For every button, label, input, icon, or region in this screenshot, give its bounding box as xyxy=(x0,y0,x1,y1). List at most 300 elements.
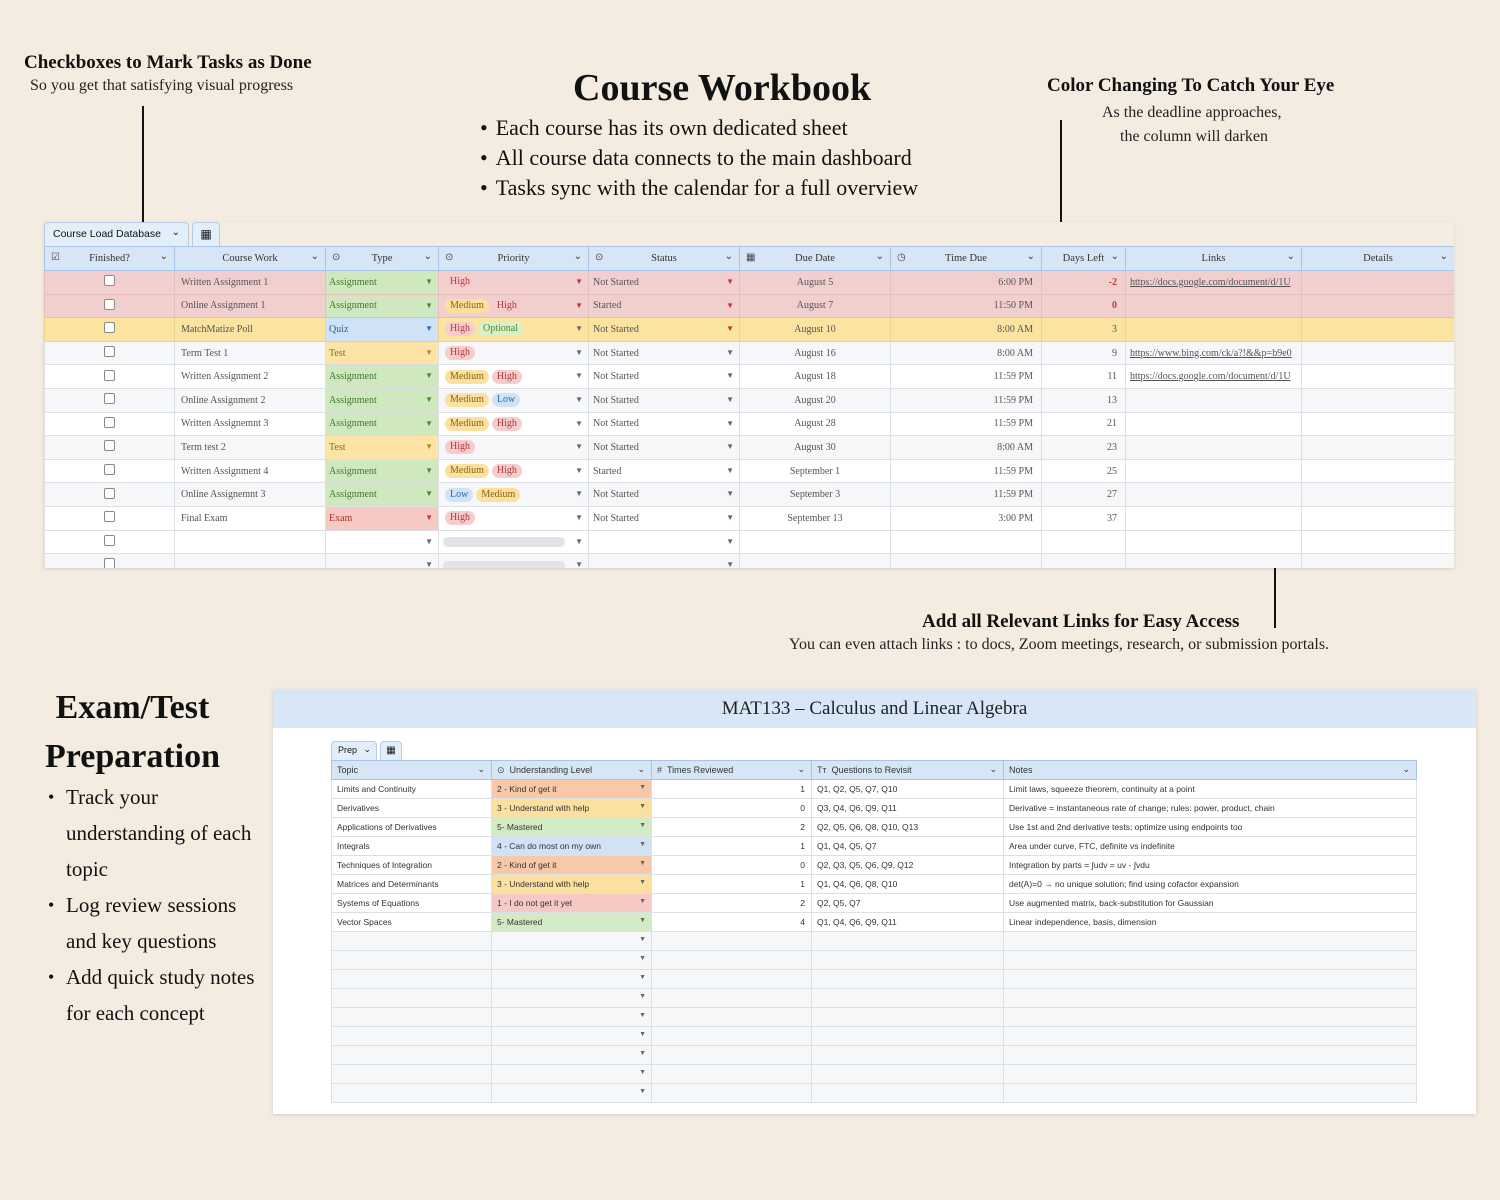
chevron-down-icon[interactable]: ⌄ xyxy=(875,251,884,262)
priority-cell[interactable] xyxy=(439,318,589,342)
finished-cell[interactable] xyxy=(45,459,175,483)
dropdown-arrow-icon[interactable]: ▼ xyxy=(575,536,583,546)
course-work-cell[interactable] xyxy=(175,341,326,365)
chevron-down-icon[interactable]: ⌄ xyxy=(423,251,432,262)
dropdown-arrow-icon[interactable]: ▼ xyxy=(639,860,646,867)
time-due-cell[interactable] xyxy=(891,459,1042,483)
dropdown-arrow-icon[interactable]: ▼ xyxy=(575,371,583,381)
notes-cell[interactable] xyxy=(1004,875,1417,894)
dropdown-arrow-icon[interactable]: ▼ xyxy=(726,394,734,404)
time-due-cell[interactable] xyxy=(891,412,1042,436)
dropdown-arrow-icon[interactable]: ▼ xyxy=(726,418,734,428)
time-due-cell[interactable] xyxy=(891,294,1042,318)
times-reviewed-cell[interactable] xyxy=(652,1008,812,1027)
finished-cell[interactable] xyxy=(45,436,175,460)
times-reviewed-cell[interactable] xyxy=(652,875,812,894)
dropdown-arrow-icon[interactable]: ▼ xyxy=(726,324,734,334)
header-type[interactable] xyxy=(326,247,439,271)
notes-cell[interactable] xyxy=(1004,780,1417,799)
questions-cell[interactable] xyxy=(812,894,1004,913)
notes-cell[interactable] xyxy=(1004,894,1417,913)
header-course-work[interactable] xyxy=(175,247,326,271)
calculator-icon[interactable]: ▦ xyxy=(380,741,402,760)
topic-cell[interactable] xyxy=(332,799,492,818)
dropdown-arrow-icon[interactable]: ▼ xyxy=(575,465,583,475)
topic-cell[interactable] xyxy=(332,875,492,894)
dropdown-arrow-icon[interactable]: ▼ xyxy=(639,936,646,943)
dropdown-arrow-icon[interactable]: ▼ xyxy=(639,955,646,962)
notes-cell[interactable] xyxy=(1004,856,1417,875)
finished-cell[interactable] xyxy=(45,341,175,365)
links-cell[interactable] xyxy=(1126,318,1302,342)
chevron-down-icon[interactable]: ⌄ xyxy=(159,251,168,262)
dropdown-arrow-icon[interactable]: ▼ xyxy=(575,300,583,310)
empty-cell[interactable] xyxy=(891,530,1042,554)
understanding-cell[interactable] xyxy=(492,932,652,951)
time-due-cell[interactable] xyxy=(891,318,1042,342)
time-due-cell[interactable] xyxy=(891,341,1042,365)
dropdown-arrow-icon[interactable]: ▼ xyxy=(425,277,433,286)
understanding-cell[interactable] xyxy=(492,1065,652,1084)
time-due-cell[interactable] xyxy=(891,388,1042,412)
finished-checkbox[interactable] xyxy=(104,464,115,475)
dropdown-arrow-icon[interactable]: ▼ xyxy=(639,822,646,829)
header-due-date[interactable] xyxy=(740,247,891,271)
dropdown-arrow-icon[interactable]: ▼ xyxy=(726,465,734,475)
questions-cell[interactable] xyxy=(812,780,1004,799)
links-cell[interactable] xyxy=(1126,294,1302,318)
type-cell[interactable] xyxy=(326,365,439,389)
dropdown-arrow-icon[interactable]: ▼ xyxy=(726,560,734,568)
questions-cell[interactable] xyxy=(812,856,1004,875)
times-reviewed-cell[interactable] xyxy=(652,894,812,913)
status-cell[interactable] xyxy=(589,459,740,483)
priority-cell[interactable] xyxy=(439,459,589,483)
priority-cell[interactable] xyxy=(439,483,589,507)
dropdown-arrow-icon[interactable]: ▼ xyxy=(575,560,583,568)
priority-cell[interactable] xyxy=(439,506,589,530)
dropdown-arrow-icon[interactable]: ▼ xyxy=(575,347,583,357)
topic-cell[interactable] xyxy=(332,970,492,989)
header-understanding-level[interactable] xyxy=(492,761,652,780)
times-reviewed-cell[interactable] xyxy=(652,1027,812,1046)
dropdown-arrow-icon[interactable]: ▼ xyxy=(639,917,646,924)
links-cell[interactable] xyxy=(1126,341,1302,365)
topic-cell[interactable] xyxy=(332,913,492,932)
topic-cell[interactable] xyxy=(332,932,492,951)
dropdown-arrow-icon[interactable]: ▼ xyxy=(639,1069,646,1076)
dropdown-arrow-icon[interactable]: ▼ xyxy=(425,324,433,334)
details-cell[interactable] xyxy=(1302,506,1455,530)
course-load-database-tab[interactable] xyxy=(44,222,189,246)
details-cell[interactable] xyxy=(1302,483,1455,507)
links-cell[interactable] xyxy=(1126,412,1302,436)
header-priority[interactable] xyxy=(439,247,589,271)
times-reviewed-cell[interactable] xyxy=(652,837,812,856)
priority-cell[interactable] xyxy=(439,341,589,365)
calculator-icon[interactable]: ▦ xyxy=(192,222,220,246)
time-due-cell[interactable] xyxy=(891,365,1042,389)
course-work-cell[interactable] xyxy=(175,271,326,295)
priority-cell[interactable] xyxy=(439,388,589,412)
dropdown-arrow-icon[interactable]: ▼ xyxy=(425,512,433,522)
questions-cell[interactable] xyxy=(812,1027,1004,1046)
chevron-down-icon[interactable]: ⌄ xyxy=(1286,251,1295,262)
priority-cell[interactable] xyxy=(439,294,589,318)
times-reviewed-cell[interactable] xyxy=(652,913,812,932)
type-cell[interactable] xyxy=(326,483,439,507)
dropdown-arrow-icon[interactable]: ▼ xyxy=(726,442,734,452)
dropdown-arrow-icon[interactable]: ▼ xyxy=(726,512,734,522)
finished-checkbox[interactable] xyxy=(104,535,115,546)
notes-cell[interactable] xyxy=(1004,1008,1417,1027)
header-topic[interactable] xyxy=(332,761,492,780)
dropdown-arrow-icon[interactable]: ▼ xyxy=(639,841,646,848)
time-due-cell[interactable] xyxy=(891,483,1042,507)
chevron-down-icon[interactable]: ⌄ xyxy=(477,764,485,774)
chevron-down-icon[interactable]: ⌄ xyxy=(171,227,180,238)
course-work-cell[interactable] xyxy=(175,365,326,389)
dropdown-arrow-icon[interactable]: ▼ xyxy=(575,277,583,286)
notes-cell[interactable] xyxy=(1004,818,1417,837)
dropdown-arrow-icon[interactable]: ▼ xyxy=(639,1012,646,1019)
due-date-cell[interactable] xyxy=(740,341,891,365)
understanding-cell[interactable] xyxy=(492,799,652,818)
course-work-cell[interactable] xyxy=(175,318,326,342)
status-cell[interactable] xyxy=(589,554,740,568)
course-work-cell[interactable] xyxy=(175,294,326,318)
header-notes[interactable] xyxy=(1004,761,1417,780)
dropdown-arrow-icon[interactable]: ▼ xyxy=(425,347,433,357)
due-date-cell[interactable] xyxy=(740,483,891,507)
notes-cell[interactable] xyxy=(1004,970,1417,989)
understanding-cell[interactable] xyxy=(492,951,652,970)
dropdown-arrow-icon[interactable]: ▼ xyxy=(639,803,646,810)
notes-cell[interactable] xyxy=(1004,1065,1417,1084)
times-reviewed-cell[interactable] xyxy=(652,1065,812,1084)
link-text[interactable]: https://docs.google.com/document/d/1U xyxy=(1130,276,1291,288)
finished-cell[interactable] xyxy=(45,294,175,318)
details-cell[interactable] xyxy=(1302,436,1455,460)
understanding-cell[interactable] xyxy=(492,894,652,913)
chevron-down-icon[interactable]: ⌄ xyxy=(573,251,582,262)
time-due-cell[interactable] xyxy=(891,506,1042,530)
finished-cell[interactable] xyxy=(45,506,175,530)
due-date-cell[interactable] xyxy=(740,294,891,318)
due-date-cell[interactable] xyxy=(740,318,891,342)
dropdown-arrow-icon[interactable]: ▼ xyxy=(639,1050,646,1057)
header-days-left[interactable] xyxy=(1042,247,1126,271)
type-cell[interactable] xyxy=(326,318,439,342)
course-work-cell[interactable] xyxy=(175,436,326,460)
understanding-cell[interactable] xyxy=(492,875,652,894)
chevron-down-icon[interactable]: ⌄ xyxy=(363,744,371,754)
understanding-cell[interactable] xyxy=(492,1046,652,1065)
time-due-cell[interactable] xyxy=(891,436,1042,460)
dropdown-arrow-icon[interactable]: ▼ xyxy=(425,300,433,310)
header-details[interactable] xyxy=(1302,247,1455,271)
course-work-cell[interactable] xyxy=(175,554,326,568)
understanding-cell[interactable] xyxy=(492,1027,652,1046)
empty-cell[interactable] xyxy=(1042,530,1126,554)
notes-cell[interactable] xyxy=(1004,837,1417,856)
link-text[interactable]: https://docs.google.com/document/d/1U xyxy=(1130,371,1291,383)
status-cell[interactable] xyxy=(589,412,740,436)
notes-cell[interactable] xyxy=(1004,1046,1417,1065)
questions-cell[interactable] xyxy=(812,875,1004,894)
finished-checkbox[interactable] xyxy=(104,393,115,404)
notes-cell[interactable] xyxy=(1004,989,1417,1008)
chevron-down-icon[interactable]: ⌄ xyxy=(637,764,645,774)
topic-cell[interactable] xyxy=(332,1065,492,1084)
dropdown-arrow-icon[interactable]: ▼ xyxy=(726,489,734,499)
due-date-cell[interactable] xyxy=(740,436,891,460)
finished-cell[interactable] xyxy=(45,388,175,412)
notes-cell[interactable] xyxy=(1004,932,1417,951)
dropdown-arrow-icon[interactable]: ▼ xyxy=(639,974,646,981)
course-work-cell[interactable] xyxy=(175,506,326,530)
times-reviewed-cell[interactable] xyxy=(652,780,812,799)
dropdown-arrow-icon[interactable]: ▼ xyxy=(639,993,646,1000)
dropdown-arrow-icon[interactable]: ▼ xyxy=(575,394,583,404)
understanding-cell[interactable] xyxy=(492,1084,652,1103)
empty-cell[interactable] xyxy=(891,554,1042,568)
header-status[interactable] xyxy=(589,247,740,271)
questions-cell[interactable] xyxy=(812,799,1004,818)
dropdown-arrow-icon[interactable]: ▼ xyxy=(575,418,583,428)
finished-cell[interactable] xyxy=(45,554,175,568)
finished-checkbox[interactable] xyxy=(104,322,115,333)
links-cell[interactable] xyxy=(1126,506,1302,530)
priority-cell[interactable] xyxy=(439,412,589,436)
empty-cell[interactable] xyxy=(1302,530,1455,554)
details-cell[interactable] xyxy=(1302,388,1455,412)
dropdown-arrow-icon[interactable]: ▼ xyxy=(575,324,583,334)
finished-checkbox[interactable] xyxy=(104,299,115,310)
due-date-cell[interactable] xyxy=(740,365,891,389)
notes-cell[interactable] xyxy=(1004,1027,1417,1046)
times-reviewed-cell[interactable] xyxy=(652,989,812,1008)
chevron-down-icon[interactable]: ⌄ xyxy=(724,251,733,262)
type-cell[interactable] xyxy=(326,506,439,530)
times-reviewed-cell[interactable] xyxy=(652,970,812,989)
topic-cell[interactable] xyxy=(332,951,492,970)
type-cell[interactable] xyxy=(326,341,439,365)
chevron-down-icon[interactable]: ⌄ xyxy=(797,764,805,774)
finished-cell[interactable] xyxy=(45,483,175,507)
details-cell[interactable] xyxy=(1302,294,1455,318)
topic-cell[interactable] xyxy=(332,856,492,875)
empty-cell[interactable] xyxy=(1042,554,1126,568)
priority-cell[interactable] xyxy=(439,436,589,460)
details-cell[interactable] xyxy=(1302,271,1455,295)
notes-cell[interactable] xyxy=(1004,799,1417,818)
chevron-down-icon[interactable]: ⌄ xyxy=(310,251,319,262)
understanding-cell[interactable] xyxy=(492,818,652,837)
times-reviewed-cell[interactable] xyxy=(652,932,812,951)
status-cell[interactable] xyxy=(589,341,740,365)
chevron-down-icon[interactable]: ⌄ xyxy=(1110,251,1119,262)
header-questions[interactable] xyxy=(812,761,1004,780)
finished-checkbox[interactable] xyxy=(104,370,115,381)
topic-cell[interactable] xyxy=(332,780,492,799)
finished-cell[interactable] xyxy=(45,271,175,295)
empty-cell[interactable] xyxy=(740,530,891,554)
type-cell[interactable] xyxy=(326,459,439,483)
type-cell[interactable] xyxy=(326,294,439,318)
dropdown-arrow-icon[interactable]: ▼ xyxy=(425,442,433,452)
links-cell[interactable] xyxy=(1126,483,1302,507)
details-cell[interactable] xyxy=(1302,318,1455,342)
dropdown-arrow-icon[interactable]: ▼ xyxy=(425,465,433,475)
due-date-cell[interactable] xyxy=(740,412,891,436)
dropdown-arrow-icon[interactable]: ▼ xyxy=(575,512,583,522)
understanding-cell[interactable] xyxy=(492,970,652,989)
type-cell[interactable] xyxy=(326,530,439,554)
empty-cell[interactable] xyxy=(1126,530,1302,554)
dropdown-arrow-icon[interactable]: ▼ xyxy=(425,418,433,428)
topic-cell[interactable] xyxy=(332,818,492,837)
dropdown-arrow-icon[interactable]: ▼ xyxy=(425,371,433,381)
link-text[interactable]: https://www.bing.com/ck/a?!&&p=b9e0 xyxy=(1130,347,1292,359)
dropdown-arrow-icon[interactable]: ▼ xyxy=(639,1031,646,1038)
status-cell[interactable] xyxy=(589,436,740,460)
dropdown-arrow-icon[interactable]: ▼ xyxy=(726,300,734,310)
questions-cell[interactable] xyxy=(812,970,1004,989)
finished-cell[interactable] xyxy=(45,365,175,389)
finished-cell[interactable] xyxy=(45,412,175,436)
links-cell[interactable] xyxy=(1126,271,1302,295)
course-work-cell[interactable] xyxy=(175,459,326,483)
empty-cell[interactable] xyxy=(1126,554,1302,568)
times-reviewed-cell[interactable] xyxy=(652,951,812,970)
type-cell[interactable] xyxy=(326,388,439,412)
status-cell[interactable] xyxy=(589,365,740,389)
dropdown-arrow-icon[interactable]: ▼ xyxy=(726,536,734,546)
questions-cell[interactable] xyxy=(812,1046,1004,1065)
priority-cell[interactable] xyxy=(439,271,589,295)
dropdown-arrow-icon[interactable]: ▼ xyxy=(575,489,583,499)
finished-checkbox[interactable] xyxy=(104,440,115,451)
type-cell[interactable] xyxy=(326,554,439,568)
chevron-down-icon[interactable]: ⌄ xyxy=(1439,251,1448,262)
details-cell[interactable] xyxy=(1302,412,1455,436)
status-cell[interactable] xyxy=(589,530,740,554)
finished-checkbox[interactable] xyxy=(104,558,115,568)
questions-cell[interactable] xyxy=(812,951,1004,970)
notes-cell[interactable] xyxy=(1004,951,1417,970)
header-times-reviewed[interactable] xyxy=(652,761,812,780)
links-cell[interactable] xyxy=(1126,436,1302,460)
topic-cell[interactable] xyxy=(332,837,492,856)
topic-cell[interactable] xyxy=(332,989,492,1008)
dropdown-arrow-icon[interactable]: ▼ xyxy=(639,879,646,886)
understanding-cell[interactable] xyxy=(492,989,652,1008)
understanding-cell[interactable] xyxy=(492,837,652,856)
dropdown-arrow-icon[interactable]: ▼ xyxy=(639,784,646,791)
notes-cell[interactable] xyxy=(1004,913,1417,932)
finished-checkbox[interactable] xyxy=(104,346,115,357)
empty-cell[interactable] xyxy=(1302,554,1455,568)
type-cell[interactable] xyxy=(326,412,439,436)
questions-cell[interactable] xyxy=(812,989,1004,1008)
course-work-cell[interactable] xyxy=(175,388,326,412)
chevron-down-icon[interactable]: ⌄ xyxy=(1402,764,1410,774)
course-work-cell[interactable] xyxy=(175,530,326,554)
topic-cell[interactable] xyxy=(332,1008,492,1027)
status-cell[interactable] xyxy=(589,388,740,412)
header-time-due[interactable] xyxy=(891,247,1042,271)
understanding-cell[interactable] xyxy=(492,856,652,875)
topic-cell[interactable] xyxy=(332,1027,492,1046)
questions-cell[interactable] xyxy=(812,913,1004,932)
questions-cell[interactable] xyxy=(812,1065,1004,1084)
topic-cell[interactable] xyxy=(332,1084,492,1103)
chevron-down-icon[interactable]: ⌄ xyxy=(989,764,997,774)
finished-checkbox[interactable] xyxy=(104,417,115,428)
dropdown-arrow-icon[interactable]: ▼ xyxy=(425,560,433,568)
links-cell[interactable] xyxy=(1126,388,1302,412)
finished-checkbox[interactable] xyxy=(104,511,115,522)
time-due-cell[interactable] xyxy=(891,271,1042,295)
finished-cell[interactable] xyxy=(45,318,175,342)
notes-cell[interactable] xyxy=(1004,1084,1417,1103)
links-cell[interactable] xyxy=(1126,459,1302,483)
header-finished[interactable] xyxy=(45,247,175,271)
times-reviewed-cell[interactable] xyxy=(652,856,812,875)
finished-cell[interactable] xyxy=(45,530,175,554)
dropdown-arrow-icon[interactable]: ▼ xyxy=(575,442,583,452)
dropdown-arrow-icon[interactable]: ▼ xyxy=(726,347,734,357)
dropdown-arrow-icon[interactable]: ▼ xyxy=(639,898,646,905)
type-cell[interactable] xyxy=(326,271,439,295)
course-work-cell[interactable] xyxy=(175,483,326,507)
questions-cell[interactable] xyxy=(812,1008,1004,1027)
header-links[interactable] xyxy=(1126,247,1302,271)
topic-cell[interactable] xyxy=(332,1046,492,1065)
empty-cell[interactable] xyxy=(740,554,891,568)
type-cell[interactable] xyxy=(326,436,439,460)
dropdown-arrow-icon[interactable]: ▼ xyxy=(639,1088,646,1095)
due-date-cell[interactable] xyxy=(740,271,891,295)
topic-cell[interactable] xyxy=(332,894,492,913)
dropdown-arrow-icon[interactable]: ▼ xyxy=(425,536,433,546)
priority-cell[interactable] xyxy=(439,530,589,554)
chevron-down-icon[interactable]: ⌄ xyxy=(1026,251,1035,262)
dropdown-arrow-icon[interactable]: ▼ xyxy=(726,277,734,286)
times-reviewed-cell[interactable] xyxy=(652,1084,812,1103)
understanding-cell[interactable] xyxy=(492,913,652,932)
questions-cell[interactable] xyxy=(812,818,1004,837)
understanding-cell[interactable] xyxy=(492,780,652,799)
status-cell[interactable] xyxy=(589,506,740,530)
questions-cell[interactable] xyxy=(812,1084,1004,1103)
priority-cell[interactable] xyxy=(439,365,589,389)
details-cell[interactable] xyxy=(1302,341,1455,365)
course-work-cell[interactable] xyxy=(175,412,326,436)
times-reviewed-cell[interactable] xyxy=(652,818,812,837)
prep-tab[interactable] xyxy=(331,741,377,760)
questions-cell[interactable] xyxy=(812,932,1004,951)
status-cell[interactable] xyxy=(589,318,740,342)
status-cell[interactable] xyxy=(589,271,740,295)
details-cell[interactable] xyxy=(1302,459,1455,483)
due-date-cell[interactable] xyxy=(740,459,891,483)
status-cell[interactable] xyxy=(589,294,740,318)
priority-cell[interactable] xyxy=(439,554,589,568)
times-reviewed-cell[interactable] xyxy=(652,1046,812,1065)
questions-cell[interactable] xyxy=(812,837,1004,856)
